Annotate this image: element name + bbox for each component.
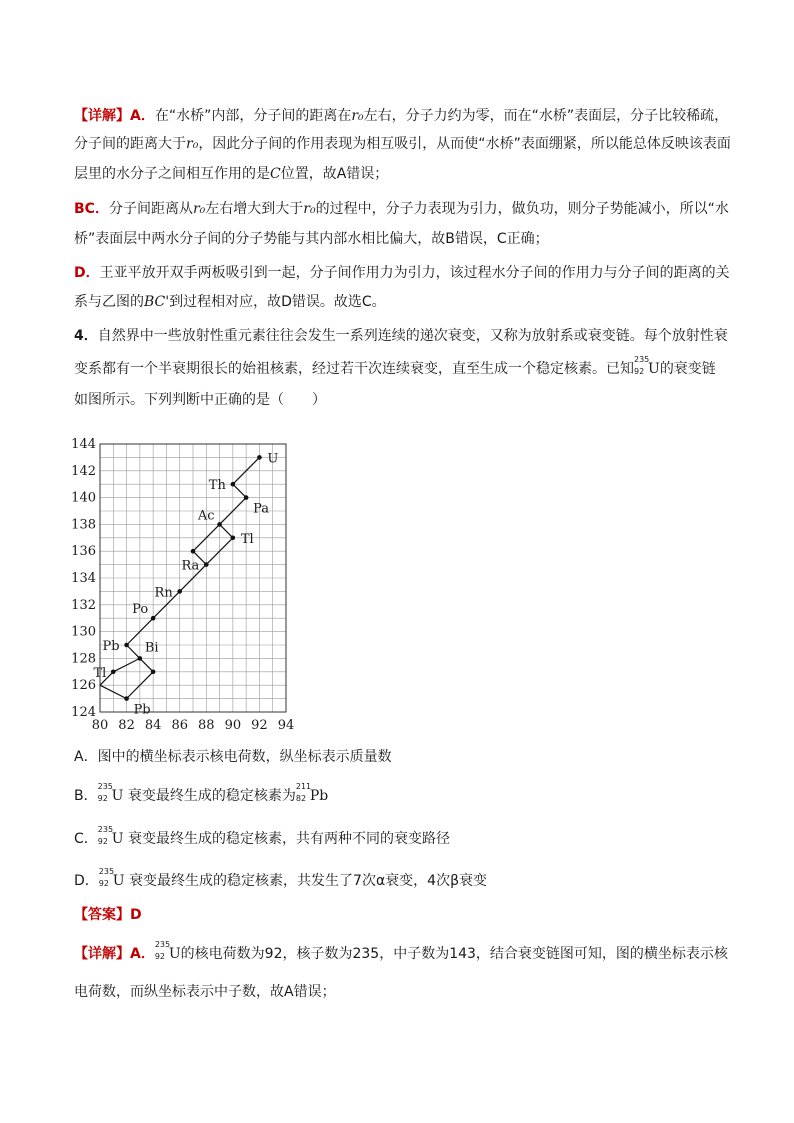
nuclide-label: Po: [132, 602, 149, 618]
element-symbol: U: [168, 946, 181, 962]
isotope-u235: [97, 782, 113, 803]
nuclide-label: Tl: [93, 665, 107, 681]
nuclide-label: Th: [208, 478, 226, 494]
text: 的过程中，分子力表现为引力，做负功，则分子势能减小，所以“水: [315, 201, 729, 217]
atomic-number: 92: [97, 794, 108, 803]
y-tick-label: 136: [71, 544, 96, 560]
text: 王亚平放开双手两板吸引到一起，分子间作用力为引力，该过程水分子间的作用力与分子间的距离的关: [99, 265, 730, 281]
nuclide-label: Pa: [253, 501, 270, 517]
detail-line-5: [74, 229, 549, 249]
text: 如图所示。下列判断中正确的是（ ）: [74, 392, 326, 408]
answer-value: D: [130, 907, 142, 923]
text: 位置，故A错误；: [280, 166, 389, 182]
nuclide-label: Rn: [154, 585, 173, 601]
element-symbol: U: [648, 361, 660, 377]
detail-line-7: [74, 292, 386, 312]
text: 的核电荷数为92，核子数为235，中子数为143，结合衰变链图可知，图的横坐标表示核: [180, 946, 728, 962]
bc-symbol: BC': [144, 294, 170, 310]
detail-tag: 【详解】: [74, 108, 130, 124]
decay-chain-chart: [71, 432, 304, 733]
nuclide-point: [231, 482, 236, 487]
text: 变系都有一个半衰期很长的始祖核素，经过若干次连续衰变，直至生成一个稳定核素。已知: [74, 361, 634, 377]
element-symbol: U: [111, 788, 124, 804]
option-b: [74, 782, 329, 806]
nuclide-label: Tl: [240, 531, 254, 547]
option-c: [74, 825, 451, 849]
r0-symbol: r₀: [186, 136, 199, 152]
text: 层里的水分子之间相互作用的是: [74, 166, 270, 182]
decay-segment: [140, 658, 153, 671]
text: 电荷数，而纵坐标表示中子数，故A错误；: [74, 984, 336, 1000]
nuclide-label: Bi: [144, 640, 159, 656]
x-tick-label: 82: [118, 718, 135, 733]
mass-number: 235: [97, 825, 114, 834]
r0-symbol: r₀: [351, 108, 364, 124]
text: 系与乙图的: [74, 294, 144, 310]
text: ，因此分子间的作用表现为相互吸引，从而使“水桥”表面绷紧，所以能总体反映该表面: [198, 136, 731, 152]
x-tick-label: 88: [198, 718, 215, 733]
text: 分子间距离从: [108, 201, 193, 217]
detail-line-4: [74, 199, 729, 219]
nuclide-label: U: [267, 451, 279, 467]
nuclide-point: [217, 522, 222, 527]
atomic-number: 82: [295, 794, 307, 803]
text: 左右增大到大于: [205, 201, 304, 217]
y-tick-label: 124: [71, 705, 96, 720]
nuclide-point: [244, 495, 249, 500]
decay-segment: [127, 645, 140, 658]
nuclide-point: [191, 549, 196, 554]
nuclide-point: [257, 455, 262, 460]
mass-number: 211: [295, 782, 312, 791]
detail-line-3: [74, 164, 388, 184]
atomic-number: 92: [98, 879, 109, 888]
y-tick-label: 126: [71, 678, 96, 694]
x-tick-label: 92: [251, 718, 268, 733]
detail-line-1: [74, 106, 728, 126]
isotope-u235: [154, 940, 171, 961]
x-tick-label: 90: [224, 718, 242, 733]
question-4-line-1: [74, 326, 728, 346]
x-tick-label: 80: [91, 718, 109, 733]
option-c-label: C．: [74, 831, 98, 847]
element-symbol: Pb: [309, 788, 329, 804]
r0-symbol: r₀: [303, 201, 316, 217]
text: 桥”表面层中两水分子间的分子势能与其内部水相比偏大，故B错误，C正确；: [74, 231, 549, 247]
nuclide-point: [124, 696, 129, 701]
option-a: [74, 747, 392, 767]
y-tick-label: 144: [71, 437, 96, 452]
question-4-line-2: [74, 355, 716, 379]
atomic-number: 92: [154, 952, 166, 961]
text: 自然界中一些放射性重元素往往会发生一系列连续的递次衰变，又称为放射系或衰变链。每个放射性衰: [97, 328, 728, 344]
text: 衰变最终生成的稳定核素，共有两种不同的衰变路径: [128, 831, 451, 847]
nuclide-point: [124, 643, 129, 648]
nuclide-point: [151, 670, 156, 675]
y-tick-label: 140: [71, 490, 96, 506]
text: 在“水桥”内部，分子间的距离在: [154, 108, 352, 124]
c-symbol: C: [270, 166, 281, 182]
text: 衰变最终生成的稳定核素，共发生了7次α衰变，4次β衰变: [129, 873, 488, 889]
detail-line-9: [74, 982, 336, 1002]
option-label-a: A．: [130, 946, 155, 962]
option-label-bc: BC．: [74, 201, 109, 217]
text: 分子间的距离大于: [74, 136, 186, 152]
nuclide-point: [111, 670, 116, 675]
atomic-number: 92: [634, 367, 645, 376]
y-tick-label: 134: [71, 571, 96, 586]
y-tick-label: 138: [71, 517, 96, 533]
nuclide-label: Pb: [102, 639, 120, 654]
option-label-a: A．: [130, 108, 155, 124]
atomic-number: 92: [97, 837, 108, 846]
isotope-u235: [634, 355, 650, 376]
question-4-line-3: [74, 390, 326, 410]
nuclide-point: [177, 589, 182, 594]
nuclide-point: [231, 536, 236, 541]
text: 的衰变链: [659, 361, 716, 377]
text: 左右，分子力约为零，而在“水桥”表面层，分子比较稀疏，: [363, 108, 729, 124]
r0-symbol: r₀: [192, 201, 206, 217]
mass-number: 235: [634, 355, 650, 364]
nuclide-point: [204, 562, 209, 567]
detail-line-2: [74, 134, 731, 154]
detail-line-6: [74, 263, 730, 283]
option-d-label: D．: [74, 873, 99, 889]
option-d: [74, 867, 488, 891]
nuclide-label: Ra: [181, 558, 200, 574]
answer-line: [74, 905, 142, 925]
answer-tag: 【答案】: [74, 907, 130, 923]
option-label-d: D．: [74, 265, 100, 281]
text: 衰变最终生成的稳定核素为: [127, 788, 296, 804]
detail-line-8: [74, 940, 728, 964]
option-b-label: B．: [74, 788, 98, 804]
element-symbol: U: [111, 831, 124, 847]
option-a-text: A．图中的横坐标表示核电荷数，纵坐标表示质量数: [74, 749, 392, 765]
text: 到过程相对应，故D错误。故选C。: [169, 294, 386, 310]
nuclide-point: [151, 616, 156, 621]
mass-number: 235: [154, 940, 171, 949]
mass-number: 235: [97, 782, 113, 791]
x-tick-label: 86: [171, 718, 188, 733]
x-tick-label: 94: [277, 718, 295, 733]
mass-number: 235: [98, 867, 115, 876]
y-tick-label: 142: [71, 463, 96, 479]
isotope-pb211: [295, 782, 312, 803]
isotope-u235: [97, 825, 114, 846]
x-tick-label: 84: [144, 718, 162, 733]
y-tick-label: 130: [71, 624, 96, 640]
isotope-u235: [98, 867, 115, 888]
nuclide-label: Pb: [133, 702, 151, 718]
nuclide-label: Ac: [197, 508, 215, 524]
y-tick-label: 128: [71, 651, 96, 667]
detail-tag: 【详解】: [74, 946, 130, 962]
y-tick-label: 132: [71, 597, 96, 613]
question-number: 4．: [74, 328, 98, 344]
decay-segment: [220, 524, 233, 537]
element-symbol: U: [112, 873, 125, 889]
decay-segment: [233, 484, 246, 497]
nuclide-point: [138, 656, 143, 661]
